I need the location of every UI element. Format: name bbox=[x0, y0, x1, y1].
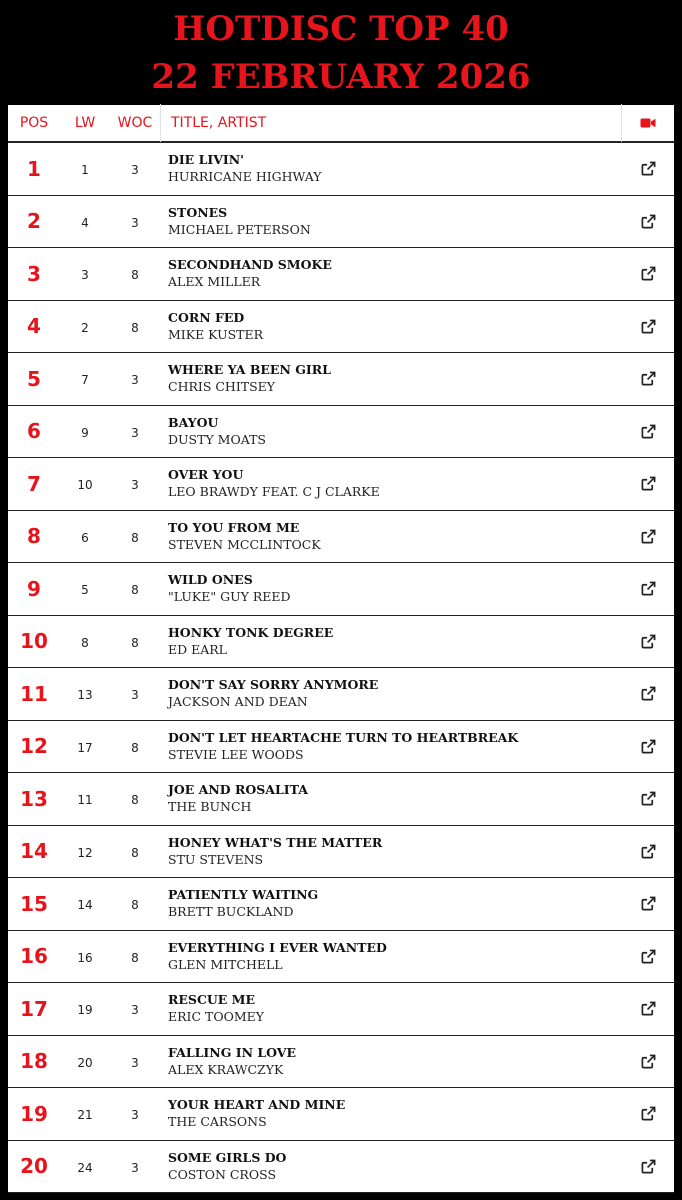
last-week-number: 1 bbox=[81, 163, 89, 178]
artist-name: COSTON CROSS bbox=[168, 1166, 277, 1182]
external-link-icon[interactable] bbox=[641, 424, 656, 439]
external-link-icon[interactable] bbox=[641, 1001, 656, 1016]
external-link-icon[interactable] bbox=[641, 371, 656, 386]
column-header-video bbox=[621, 104, 674, 142]
artist-name: ALEX MILLER bbox=[168, 274, 261, 290]
last-week-number: 24 bbox=[77, 1160, 93, 1175]
title-artist-cell bbox=[160, 1096, 622, 1131]
title-artist-cell bbox=[160, 571, 622, 606]
weeks-on-chart-number: 8 bbox=[131, 320, 139, 335]
table-row bbox=[8, 616, 674, 669]
weeks-on-chart-number: 8 bbox=[131, 530, 139, 545]
last-week-number: 11 bbox=[77, 793, 93, 808]
song-title: EVERYTHING I EVER WANTED bbox=[168, 939, 387, 955]
position-number: 8 bbox=[27, 524, 41, 549]
artist-name: BRETT BUCKLAND bbox=[168, 904, 294, 920]
artist-name: ALEX KRAWCZYK bbox=[168, 1061, 284, 1077]
last-week-number: 17 bbox=[77, 740, 93, 755]
artist-name: MICHAEL PETERSON bbox=[168, 221, 311, 237]
weeks-on-chart-number: 3 bbox=[131, 373, 139, 388]
song-title: DIE LIVIN' bbox=[168, 152, 245, 168]
weeks-on-chart-number: 8 bbox=[131, 583, 139, 598]
last-week-number: 3 bbox=[81, 268, 89, 283]
weeks-on-chart-number: 8 bbox=[131, 950, 139, 965]
last-week-number: 9 bbox=[81, 425, 89, 440]
position-number: 14 bbox=[20, 839, 48, 864]
artist-name: "LUKE" GUY REED bbox=[168, 589, 291, 605]
weeks-on-chart-number: 8 bbox=[131, 898, 139, 913]
table-row bbox=[8, 301, 674, 354]
table-row bbox=[8, 458, 674, 511]
song-title: JOE AND ROSALITA bbox=[168, 782, 308, 798]
artist-name: STEVEN MCCLINTOCK bbox=[168, 536, 321, 552]
last-week-number: 10 bbox=[77, 478, 93, 493]
table-row bbox=[8, 983, 674, 1036]
table-row bbox=[8, 1141, 674, 1194]
song-title: STONES bbox=[168, 204, 228, 220]
last-week-number: 4 bbox=[81, 215, 89, 230]
external-link-icon[interactable] bbox=[641, 949, 656, 964]
external-link-icon[interactable] bbox=[641, 476, 656, 491]
artist-name: LEO BRAWDY FEAT. C J CLARKE bbox=[168, 484, 380, 500]
song-title: WHERE YA BEEN GIRL bbox=[168, 362, 331, 378]
artist-name: DUSTY MOATS bbox=[168, 431, 266, 447]
external-link-icon[interactable] bbox=[641, 319, 656, 334]
chart-table bbox=[8, 105, 674, 1193]
last-week-number: 7 bbox=[81, 373, 89, 388]
weeks-on-chart-number: 3 bbox=[131, 688, 139, 703]
external-link-icon[interactable] bbox=[641, 214, 656, 229]
position-number: 15 bbox=[20, 891, 48, 916]
external-link-icon[interactable] bbox=[641, 1159, 656, 1174]
song-title: OVER YOU bbox=[168, 467, 244, 483]
position-number: 4 bbox=[27, 314, 41, 339]
weeks-on-chart-number: 3 bbox=[131, 1108, 139, 1123]
weeks-on-chart-number: 3 bbox=[131, 1055, 139, 1070]
last-week-number: 6 bbox=[81, 530, 89, 545]
title-artist-cell bbox=[160, 1044, 622, 1079]
weeks-on-chart-number: 3 bbox=[131, 1160, 139, 1175]
chart-date: 22 FEBRUARY 2026 bbox=[151, 57, 531, 97]
table-row bbox=[8, 563, 674, 616]
last-week-number: 21 bbox=[77, 1108, 93, 1123]
artist-name: STEVIE LEE WOODS bbox=[168, 746, 304, 762]
table-row bbox=[8, 143, 674, 196]
position-number: 10 bbox=[20, 629, 48, 654]
column-header-lw: LW bbox=[74, 115, 96, 131]
song-title: HONEY WHAT'S THE MATTER bbox=[168, 834, 383, 850]
column-header-pos: POS bbox=[19, 115, 49, 131]
external-link-icon[interactable] bbox=[641, 161, 656, 176]
song-title: DON'T LET HEARTACHE TURN TO HEARTBREAK bbox=[168, 729, 519, 745]
position-number: 12 bbox=[20, 734, 48, 759]
artist-name: MIKE KUSTER bbox=[168, 326, 264, 342]
position-number: 19 bbox=[20, 1101, 48, 1126]
title-artist-cell bbox=[160, 939, 622, 974]
external-link-icon[interactable] bbox=[641, 266, 656, 281]
last-week-number: 2 bbox=[81, 320, 89, 335]
title-artist-cell bbox=[160, 1149, 622, 1184]
external-link-icon[interactable] bbox=[641, 529, 656, 544]
position-number: 20 bbox=[20, 1154, 48, 1179]
title-artist-cell bbox=[160, 466, 622, 501]
artist-name: ERIC TOOMEY bbox=[168, 1009, 265, 1025]
table-row bbox=[8, 826, 674, 879]
weeks-on-chart-number: 3 bbox=[131, 425, 139, 440]
last-week-number: 12 bbox=[77, 845, 93, 860]
position-number: 3 bbox=[27, 261, 41, 286]
weeks-on-chart-number: 3 bbox=[131, 215, 139, 230]
position-number: 13 bbox=[20, 786, 48, 811]
chart-rows bbox=[8, 143, 674, 1193]
artist-name: HURRICANE HIGHWAY bbox=[168, 169, 322, 185]
external-link-icon[interactable] bbox=[641, 896, 656, 911]
position-number: 17 bbox=[20, 996, 48, 1021]
title-artist-cell bbox=[160, 834, 622, 869]
table-row bbox=[8, 1088, 674, 1141]
external-link-icon[interactable] bbox=[641, 634, 656, 649]
title-artist-cell bbox=[160, 256, 622, 291]
position-number: 7 bbox=[27, 471, 41, 496]
title-artist-cell bbox=[160, 886, 622, 921]
column-header-title-artist: TITLE, ARTIST bbox=[160, 104, 621, 142]
last-week-number: 8 bbox=[81, 635, 89, 650]
position-number: 16 bbox=[20, 944, 48, 969]
chart-title: HOTDISC TOP 40 bbox=[173, 9, 509, 49]
artist-name: ED EARL bbox=[168, 641, 227, 657]
artist-name: STU STEVENS bbox=[168, 851, 264, 867]
song-title: PATIENTLY WAITING bbox=[168, 887, 319, 903]
external-link-icon[interactable] bbox=[641, 791, 656, 806]
weeks-on-chart-number: 8 bbox=[131, 635, 139, 650]
title-artist-cell bbox=[160, 676, 622, 711]
last-week-number: 5 bbox=[81, 583, 89, 598]
song-title: SOME GIRLS DO bbox=[168, 1149, 287, 1165]
weeks-on-chart-number: 3 bbox=[131, 1003, 139, 1018]
table-row bbox=[8, 878, 674, 931]
table-header bbox=[8, 105, 674, 143]
song-title: BAYOU bbox=[168, 414, 219, 430]
external-link-icon[interactable] bbox=[641, 844, 656, 859]
weeks-on-chart-number: 8 bbox=[131, 268, 139, 283]
song-title: SECONDHAND SMOKE bbox=[168, 257, 332, 273]
external-link-icon[interactable] bbox=[641, 1106, 656, 1121]
song-title: FALLING IN LOVE bbox=[168, 1044, 297, 1060]
song-title: DON'T SAY SORRY ANYMORE bbox=[168, 677, 379, 693]
title-artist-cell bbox=[160, 624, 622, 659]
table-row bbox=[8, 511, 674, 564]
last-week-number: 19 bbox=[77, 1003, 93, 1018]
weeks-on-chart-number: 8 bbox=[131, 793, 139, 808]
title-artist-cell bbox=[160, 781, 622, 816]
title-artist-cell bbox=[160, 414, 622, 449]
artist-name: JACKSON AND DEAN bbox=[168, 694, 308, 710]
table-row bbox=[8, 773, 674, 826]
position-number: 18 bbox=[20, 1049, 48, 1074]
external-link-icon[interactable] bbox=[641, 739, 656, 754]
position-number: 5 bbox=[27, 366, 41, 391]
position-number: 9 bbox=[27, 576, 41, 601]
weeks-on-chart-number: 8 bbox=[131, 845, 139, 860]
last-week-number: 13 bbox=[77, 688, 93, 703]
position-number: 1 bbox=[27, 156, 41, 181]
table-row bbox=[8, 353, 674, 406]
last-week-number: 16 bbox=[77, 950, 93, 965]
video-camera-icon bbox=[640, 117, 656, 129]
table-row bbox=[8, 668, 674, 721]
external-link-icon[interactable] bbox=[641, 1054, 656, 1069]
title-artist-cell bbox=[160, 204, 622, 239]
last-week-number: 20 bbox=[77, 1055, 93, 1070]
weeks-on-chart-number: 8 bbox=[131, 740, 139, 755]
artist-name: THE CARSONS bbox=[168, 1114, 267, 1130]
table-row bbox=[8, 721, 674, 774]
title-artist-cell bbox=[160, 991, 622, 1026]
title-artist-cell bbox=[160, 151, 622, 186]
song-title: RESCUE ME bbox=[168, 992, 256, 1008]
table-row bbox=[8, 1036, 674, 1089]
song-title: CORN FED bbox=[168, 309, 245, 325]
table-row bbox=[8, 196, 674, 249]
position-number: 6 bbox=[27, 419, 41, 444]
title-artist-cell bbox=[160, 361, 622, 396]
external-link-icon[interactable] bbox=[641, 581, 656, 596]
artist-name: CHRIS CHITSEY bbox=[168, 379, 276, 395]
title-artist-cell bbox=[160, 309, 622, 344]
song-title: TO YOU FROM ME bbox=[168, 519, 300, 535]
artist-name: THE BUNCH bbox=[168, 799, 252, 815]
weeks-on-chart-number: 3 bbox=[131, 163, 139, 178]
song-title: WILD ONES bbox=[168, 572, 253, 588]
position-number: 2 bbox=[27, 209, 41, 234]
title-artist-cell bbox=[160, 729, 622, 764]
chart-header bbox=[0, 0, 682, 104]
column-header-woc: WOC bbox=[117, 115, 153, 131]
table-row bbox=[8, 248, 674, 301]
last-week-number: 14 bbox=[77, 898, 93, 913]
table-row bbox=[8, 406, 674, 459]
song-title: YOUR HEART AND MINE bbox=[168, 1097, 346, 1113]
position-number: 11 bbox=[20, 681, 48, 706]
title-artist-cell bbox=[160, 519, 622, 554]
weeks-on-chart-number: 3 bbox=[131, 478, 139, 493]
song-title: HONKY TONK DEGREE bbox=[168, 624, 334, 640]
external-link-icon[interactable] bbox=[641, 686, 656, 701]
artist-name: GLEN MITCHELL bbox=[168, 956, 283, 972]
table-row bbox=[8, 931, 674, 984]
